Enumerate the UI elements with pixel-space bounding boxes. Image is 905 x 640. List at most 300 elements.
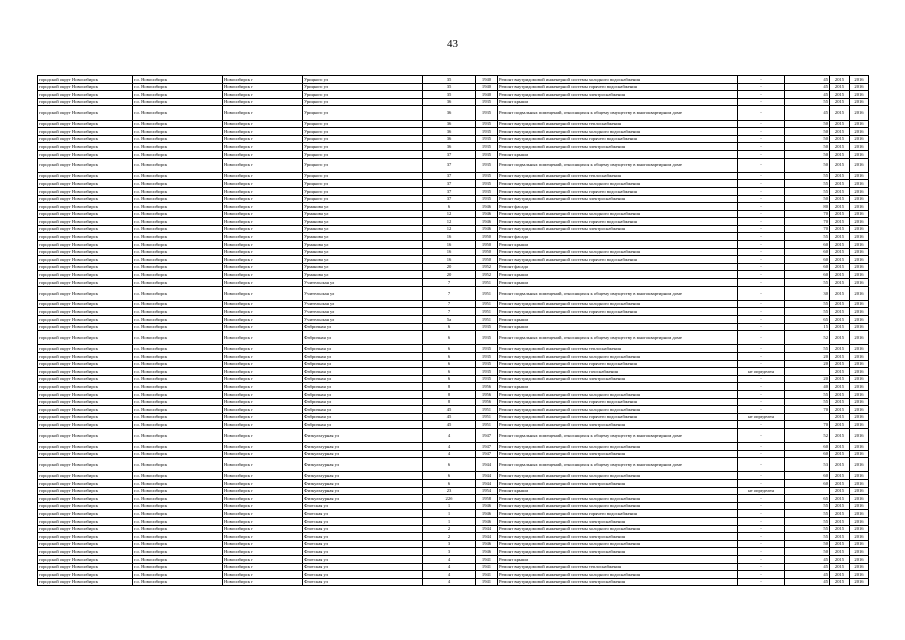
cell-year-start: 2015 (830, 495, 850, 503)
cell-city: Новосибирск г (223, 91, 303, 99)
table-row (38, 443, 869, 451)
cell-work: Ремонт внутридомовой инженерной системы электроснабжения (498, 195, 738, 203)
cell-city: Новосибирск г (223, 158, 303, 172)
cell-cost: - (738, 383, 785, 391)
cell-year-start: 2015 (830, 375, 850, 383)
cell-street: Урманова ул (303, 241, 423, 249)
cell-year: 1935 (476, 368, 498, 376)
cell-year-end: 2016 (850, 413, 869, 421)
cell-street: Урицкого ул (303, 143, 423, 151)
cell-year: 1946 (476, 225, 498, 233)
cell-year-end: 2016 (850, 279, 869, 287)
cell-okrug: городской округ Новосибирск (38, 300, 133, 308)
cell-okrug: городской округ Новосибирск (38, 271, 133, 279)
cell-city: Новосибирск г (223, 187, 303, 195)
cell-year: 1951 (476, 406, 498, 414)
table-row (38, 263, 869, 271)
cell-year-start: 2015 (830, 83, 850, 91)
cell-wear: 55 (785, 533, 830, 541)
cell-poselenie: г.о. Новосибирск (133, 450, 223, 458)
cell-poselenie: г.о. Новосибирск (133, 286, 223, 300)
cell-okrug: городской округ Новосибирск (38, 368, 133, 376)
cell-wear: 50 (785, 143, 830, 151)
cell-wear: 50 (785, 150, 830, 158)
cell-work: Ремонт внутридомовой инженерной системы теплоснабжения (498, 172, 738, 180)
cell-cost: - (738, 172, 785, 180)
cell-street: Фабричная ул (303, 421, 423, 429)
table-row (38, 323, 869, 331)
cell-year-end: 2016 (850, 233, 869, 241)
cell-okrug: городской округ Новосибирск (38, 225, 133, 233)
cell-work: Ремонт подвальных помещений, относящихся к общему имуществу в многоквартирном доме (498, 331, 738, 345)
cell-city: Новосибирск г (223, 556, 303, 564)
cell-street: Учительская ул (303, 316, 423, 324)
cell-work: Ремонт внутридомовой инженерной системы холодного водоснабжения (498, 443, 738, 451)
table-row (38, 480, 869, 488)
cell-poselenie: г.о. Новосибирск (133, 487, 223, 495)
cell-cost: - (738, 300, 785, 308)
cell-house: 1 (423, 502, 476, 510)
cell-wear: 55 (785, 300, 830, 308)
cell-city: Новосибирск г (223, 390, 303, 398)
cell-cost: - (738, 316, 785, 324)
cell-wear: 45 (785, 556, 830, 564)
cell-house: 16 (423, 256, 476, 264)
cell-year-start: 2015 (830, 556, 850, 564)
cell-work: Ремонт внутридомовой инженерной системы электроснабжения (498, 421, 738, 429)
table-row (38, 487, 869, 495)
cell-work: Ремонт подвальных помещений, относящихся к общему имуществу в многоквартирном доме (498, 458, 738, 472)
cell-year-end: 2016 (850, 180, 869, 188)
cell-poselenie: г.о. Новосибирск (133, 172, 223, 180)
cell-city: Новосибирск г (223, 510, 303, 518)
cell-year-start: 2015 (830, 76, 850, 84)
cell-year: 1935 (476, 360, 498, 368)
cell-poselenie: г.о. Новосибирск (133, 352, 223, 360)
cell-year: 1941 (476, 571, 498, 579)
cell-cost: - (738, 263, 785, 271)
cell-okrug: городской округ Новосибирск (38, 450, 133, 458)
cell-okrug: городской округ Новосибирск (38, 323, 133, 331)
cell-year-start: 2015 (830, 458, 850, 472)
cell-cost: - (738, 428, 785, 442)
cell-year-end: 2016 (850, 578, 869, 586)
cell-year-start: 2015 (830, 480, 850, 488)
cell-street: Урицкого ул (303, 91, 423, 99)
cell-year: 1944 (476, 525, 498, 533)
cell-year-start: 2015 (830, 286, 850, 300)
cell-okrug: городской округ Новосибирск (38, 203, 133, 211)
cell-year: 1941 (476, 578, 498, 586)
cell-okrug: городской округ Новосибирск (38, 187, 133, 195)
cell-cost: - (738, 525, 785, 533)
cell-okrug: городской округ Новосибирск (38, 571, 133, 579)
cell-work: Ремонт подвальных помещений, относящихся к общему имуществу в многоквартирном доме (498, 158, 738, 172)
cell-street: Физкультурная ул (303, 487, 423, 495)
cell-cost: - (738, 540, 785, 548)
cell-okrug: городской округ Новосибирск (38, 360, 133, 368)
cell-house: 45 (423, 421, 476, 429)
cell-okrug: городской округ Новосибирск (38, 106, 133, 120)
cell-year: 1956 (476, 390, 498, 398)
cell-poselenie: г.о. Новосибирск (133, 578, 223, 586)
cell-cost: - (738, 443, 785, 451)
cell-okrug: городской округ Новосибирск (38, 443, 133, 451)
cell-wear: 55 (785, 279, 830, 287)
cell-wear: 45 (785, 83, 830, 91)
cell-year-end: 2016 (850, 241, 869, 249)
cell-poselenie: г.о. Новосибирск (133, 548, 223, 556)
cell-city: Новосибирск г (223, 135, 303, 143)
cell-year: 1940 (476, 91, 498, 99)
cell-house: 12 (423, 225, 476, 233)
cell-year: 1935 (476, 120, 498, 128)
cell-year-end: 2016 (850, 390, 869, 398)
cell-year: 1935 (476, 106, 498, 120)
cell-work: Ремонт внутридомовой инженерной системы электроснабжения (498, 518, 738, 526)
cell-cost: - (738, 352, 785, 360)
cell-okrug: городской округ Новосибирск (38, 248, 133, 256)
cell-street: Учительская ул (303, 308, 423, 316)
cell-year-end: 2016 (850, 406, 869, 414)
cell-wear (785, 413, 830, 421)
cell-okrug: городской округ Новосибирск (38, 143, 133, 151)
cell-street: Учительская ул (303, 300, 423, 308)
cell-city: Новосибирск г (223, 518, 303, 526)
cell-city: Новосибирск г (223, 502, 303, 510)
cell-work: Ремонт внутридомовой инженерной системы горячего водоснабжения (498, 218, 738, 226)
cell-year-start: 2015 (830, 248, 850, 256)
cell-house: 6 (423, 203, 476, 211)
cell-cost: - (738, 128, 785, 136)
cell-work: Ремонт внутридомовой инженерной системы холодного водоснабжения (498, 390, 738, 398)
cell-year-start: 2015 (830, 180, 850, 188)
cell-work: Ремонт внутридомовой инженерной системы холодного водоснабжения (498, 300, 738, 308)
cell-house: 35 (423, 76, 476, 84)
cell-year: 1946 (476, 518, 498, 526)
cell-poselenie: г.о. Новосибирск (133, 406, 223, 414)
cell-year-start: 2015 (830, 398, 850, 406)
cell-city: Новосибирск г (223, 286, 303, 300)
cell-year: 1935 (476, 135, 498, 143)
table-row (38, 91, 869, 99)
cell-work: Ремонт фасада (498, 263, 738, 271)
cell-year-end: 2016 (850, 518, 869, 526)
cell-street: Флотская ул (303, 533, 423, 541)
cell-poselenie: г.о. Новосибирск (133, 495, 223, 503)
cell-okrug: городской округ Новосибирск (38, 518, 133, 526)
cell-cost: - (738, 225, 785, 233)
cell-street: Флотская ул (303, 502, 423, 510)
cell-year-end: 2016 (850, 352, 869, 360)
cell-year: 1952 (476, 271, 498, 279)
cell-year-start: 2015 (830, 487, 850, 495)
cell-work: Ремонт внутридомовой инженерной системы горячего водоснабжения (498, 135, 738, 143)
cell-cost: - (738, 548, 785, 556)
cell-year-start: 2015 (830, 203, 850, 211)
cell-work: Ремонт внутридомовой инженерной системы электроснабжения (498, 375, 738, 383)
cell-work: Ремонт крыши (498, 323, 738, 331)
table-row (38, 225, 869, 233)
cell-house: 7 (423, 279, 476, 287)
cell-year: 1935 (476, 150, 498, 158)
table-row (38, 218, 869, 226)
cell-work: Ремонт внутридомовой инженерной системы электроснабжения (498, 225, 738, 233)
cell-poselenie: г.о. Новосибирск (133, 279, 223, 287)
table-row (38, 83, 869, 91)
cell-city: Новосибирск г (223, 256, 303, 264)
cell-poselenie: г.о. Новосибирск (133, 375, 223, 383)
cell-house: 45 (423, 413, 476, 421)
cell-city: Новосибирск г (223, 241, 303, 249)
cell-wear: 50 (785, 540, 830, 548)
cell-cost: - (738, 180, 785, 188)
cell-year: 1935 (476, 98, 498, 106)
cell-city: Новосибирск г (223, 128, 303, 136)
cell-poselenie: г.о. Новосибирск (133, 218, 223, 226)
cell-okrug: городской округ Новосибирск (38, 150, 133, 158)
cell-year-end: 2016 (850, 375, 869, 383)
cell-city: Новосибирск г (223, 316, 303, 324)
cell-wear: 55 (785, 398, 830, 406)
cell-wear: 50 (785, 120, 830, 128)
cell-year-start: 2015 (830, 360, 850, 368)
cell-poselenie: г.о. Новосибирск (133, 195, 223, 203)
cell-okrug: городской округ Новосибирск (38, 263, 133, 271)
cell-year-start: 2015 (830, 578, 850, 586)
cell-okrug: городской округ Новосибирск (38, 172, 133, 180)
cell-city: Новосибирск г (223, 263, 303, 271)
cell-house: 8 (423, 398, 476, 406)
cell-wear: 60 (785, 263, 830, 271)
cell-year-end: 2016 (850, 271, 869, 279)
cell-year-end: 2016 (850, 398, 869, 406)
cell-year: 1958 (476, 495, 498, 503)
cell-house: 36 (423, 106, 476, 120)
cell-street: Фабричная ул (303, 383, 423, 391)
table-row (38, 210, 869, 218)
cell-wear: 45 (785, 76, 830, 84)
cell-city: Новосибирск г (223, 443, 303, 451)
cell-street: Урманова ул (303, 210, 423, 218)
cell-cost: - (738, 158, 785, 172)
cell-year-start: 2015 (830, 143, 850, 151)
cell-cost: - (738, 390, 785, 398)
cell-poselenie: г.о. Новосибирск (133, 525, 223, 533)
cell-city: Новосибирск г (223, 210, 303, 218)
cell-street: Урицкого ул (303, 83, 423, 91)
cell-year-start: 2015 (830, 233, 850, 241)
cell-poselenie: г.о. Новосибирск (133, 563, 223, 571)
cell-year-start: 2015 (830, 218, 850, 226)
cell-cost: - (738, 533, 785, 541)
cell-house: 23 (423, 487, 476, 495)
cell-work: Ремонт внутридомовой инженерной системы горячего водоснабжения (498, 187, 738, 195)
cell-year: 1935 (476, 187, 498, 195)
table-row (38, 398, 869, 406)
cell-year: 1935 (476, 323, 498, 331)
cell-cost: - (738, 143, 785, 151)
cell-house: 4 (423, 428, 476, 442)
cell-city: Новосибирск г (223, 233, 303, 241)
cell-year: 1947 (476, 443, 498, 451)
cell-year: 1951 (476, 286, 498, 300)
cell-okrug: городской округ Новосибирск (38, 428, 133, 442)
cell-okrug: городской округ Новосибирск (38, 383, 133, 391)
cell-year-end: 2016 (850, 571, 869, 579)
cell-work: Ремонт фасада (498, 233, 738, 241)
cell-work: Ремонт крыши (498, 383, 738, 391)
cell-city: Новосибирск г (223, 76, 303, 84)
cell-year: 1951 (476, 300, 498, 308)
cell-wear: 45 (785, 91, 830, 99)
cell-okrug: городской округ Новосибирск (38, 128, 133, 136)
cell-house: 36 (423, 143, 476, 151)
cell-wear (785, 368, 830, 376)
cell-street: Физкультурная ул (303, 480, 423, 488)
cell-year-start: 2015 (830, 352, 850, 360)
cell-okrug: городской округ Новосибирск (38, 91, 133, 99)
cell-okrug: городской округ Новосибирск (38, 510, 133, 518)
table-row (38, 413, 869, 421)
cell-cost: - (738, 518, 785, 526)
cell-year-end: 2016 (850, 76, 869, 84)
cell-cost: - (738, 286, 785, 300)
cell-year-end: 2016 (850, 533, 869, 541)
cell-wear: 52 (785, 331, 830, 345)
table-row (38, 352, 869, 360)
table-row (38, 548, 869, 556)
cell-street: Урманова ул (303, 263, 423, 271)
cell-house: 6 (423, 458, 476, 472)
cell-year: 1947 (476, 450, 498, 458)
table-row (38, 128, 869, 136)
cell-poselenie: г.о. Новосибирск (133, 106, 223, 120)
cell-work: Ремонт внутридомовой инженерной системы горячего водоснабжения (498, 256, 738, 264)
cell-wear: 55 (785, 345, 830, 353)
cell-wear: 40 (785, 383, 830, 391)
cell-poselenie: г.о. Новосибирск (133, 510, 223, 518)
repair-schedule-table (37, 75, 869, 586)
cell-house: 12 (423, 210, 476, 218)
cell-okrug: городской округ Новосибирск (38, 345, 133, 353)
cell-year: 1935 (476, 172, 498, 180)
cell-city: Новосибирск г (223, 218, 303, 226)
cell-poselenie: г.о. Новосибирск (133, 502, 223, 510)
cell-year-start: 2015 (830, 571, 850, 579)
cell-city: Новосибирск г (223, 413, 303, 421)
cell-year-start: 2015 (830, 241, 850, 249)
cell-house: 37 (423, 172, 476, 180)
table-row (38, 406, 869, 414)
cell-house: 4 (423, 556, 476, 564)
cell-house: 35 (423, 83, 476, 91)
cell-poselenie: г.о. Новосибирск (133, 345, 223, 353)
cell-okrug: городской округ Новосибирск (38, 98, 133, 106)
table-row (38, 286, 869, 300)
cell-year: 1950 (476, 256, 498, 264)
cell-street: Урицкого ул (303, 76, 423, 84)
cell-cost: не определен (738, 413, 785, 421)
cell-year: 1935 (476, 331, 498, 345)
cell-street: Урманова ул (303, 256, 423, 264)
cell-year-start: 2015 (830, 187, 850, 195)
cell-okrug: городской округ Новосибирск (38, 316, 133, 324)
cell-year-start: 2015 (830, 263, 850, 271)
cell-poselenie: г.о. Новосибирск (133, 443, 223, 451)
cell-year-start: 2015 (830, 128, 850, 136)
cell-work: Ремонт крыши (498, 150, 738, 158)
cell-year-start: 2015 (830, 331, 850, 345)
cell-okrug: городской округ Новосибирск (38, 390, 133, 398)
cell-year-start: 2015 (830, 300, 850, 308)
cell-wear: 60 (785, 241, 830, 249)
cell-wear: 70 (785, 218, 830, 226)
cell-work: Ремонт внутридомовой инженерной системы теплоснабжения (498, 345, 738, 353)
table-row (38, 518, 869, 526)
cell-city: Новосибирск г (223, 120, 303, 128)
cell-year-end: 2016 (850, 210, 869, 218)
cell-okrug: городской округ Новосибирск (38, 556, 133, 564)
cell-poselenie: г.о. Новосибирск (133, 368, 223, 376)
cell-okrug: городской округ Новосибирск (38, 218, 133, 226)
table-row (38, 98, 869, 106)
cell-year-end: 2016 (850, 218, 869, 226)
cell-city: Новосибирск г (223, 352, 303, 360)
cell-house: 7 (423, 308, 476, 316)
cell-wear: 45 (785, 563, 830, 571)
cell-house: 6 (423, 331, 476, 345)
cell-work: Ремонт подвальных помещений, относящихся к общему имуществу в многоквартирном доме (498, 106, 738, 120)
cell-house: 16 (423, 248, 476, 256)
cell-house: 8 (423, 390, 476, 398)
cell-year: 1946 (476, 210, 498, 218)
cell-city: Новосибирск г (223, 98, 303, 106)
cell-work: Ремонт внутридомовой инженерной системы электроснабжения (498, 548, 738, 556)
cell-work: Ремонт внутридомовой инженерной системы электроснабжения (498, 91, 738, 99)
cell-cost: - (738, 563, 785, 571)
cell-poselenie: г.о. Новосибирск (133, 308, 223, 316)
cell-street: Урицкого ул (303, 120, 423, 128)
cell-year-end: 2016 (850, 308, 869, 316)
cell-year-start: 2015 (830, 271, 850, 279)
cell-poselenie: г.о. Новосибирск (133, 480, 223, 488)
cell-wear: 70 (785, 225, 830, 233)
cell-okrug: городской округ Новосибирск (38, 421, 133, 429)
cell-poselenie: г.о. Новосибирск (133, 158, 223, 172)
cell-year: 1944 (476, 458, 498, 472)
cell-work: Ремонт внутридомовой инженерной системы горячего водоснабжения (498, 360, 738, 368)
cell-year: 1951 (476, 421, 498, 429)
cell-city: Новосибирск г (223, 375, 303, 383)
cell-year-start: 2015 (830, 383, 850, 391)
cell-year: 1944 (476, 472, 498, 480)
table-row (38, 390, 869, 398)
cell-street: Физкультурная ул (303, 450, 423, 458)
cell-street: Флотская ул (303, 556, 423, 564)
cell-year: 1946 (476, 218, 498, 226)
cell-city: Новосибирск г (223, 203, 303, 211)
cell-wear: 50 (785, 195, 830, 203)
cell-house: 20 (423, 263, 476, 271)
cell-year-start: 2015 (830, 91, 850, 99)
cell-house: 16 (423, 241, 476, 249)
cell-work: Ремонт внутридомовой инженерной системы электроснабжения (498, 143, 738, 151)
table-row (38, 106, 869, 120)
table-row (38, 233, 869, 241)
cell-poselenie: г.о. Новосибирск (133, 135, 223, 143)
cell-cost: - (738, 571, 785, 579)
